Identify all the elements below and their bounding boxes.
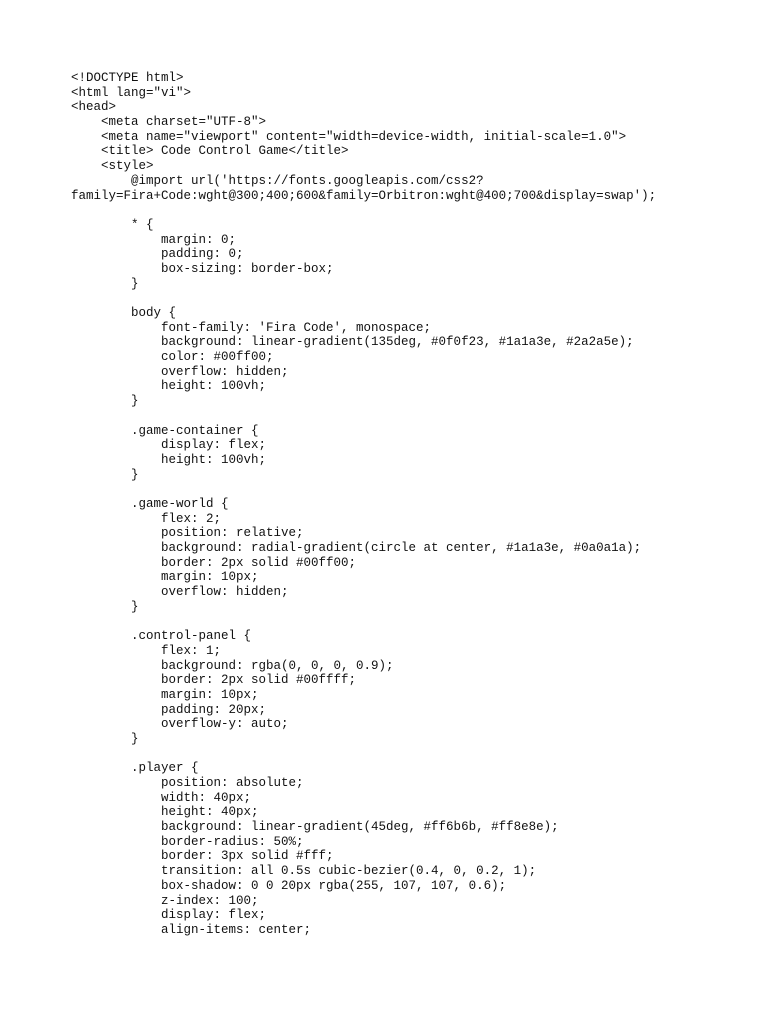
code-line: .control-panel { (71, 629, 252, 644)
code-line: width: 40px; (71, 790, 252, 805)
code-line: } (71, 276, 139, 291)
code-line: height: 100vh; (71, 452, 267, 467)
code-line: display: flex; (71, 438, 267, 453)
code-line: <meta charset="UTF-8"> (71, 115, 267, 130)
code-line (71, 203, 761, 218)
code-line: } (71, 467, 139, 482)
code-line: color: #00ff00; (71, 350, 274, 365)
code-line: flex: 2; (71, 511, 222, 526)
code-line: } (71, 599, 139, 614)
code-line: padding: 20px; (71, 702, 267, 717)
code-line: overflow-y: auto; (71, 717, 289, 732)
code-line: background: linear-gradient(45deg, #ff6b6b, #ff8e8e); (71, 820, 559, 835)
code-line: border: 2px solid #00ff00; (71, 555, 357, 570)
code-line: position: absolute; (71, 776, 304, 790)
code-line: <style> (71, 159, 154, 174)
code-line: background: rgba(0, 0, 0, 0.9); (71, 658, 394, 673)
code-line: <!DOCTYPE html> (71, 71, 184, 85)
code-line: border: 2px solid #00ffff; (71, 673, 357, 688)
code-line (71, 482, 761, 497)
code-line: .game-container { (71, 423, 259, 438)
code-line: height: 100vh; (71, 379, 267, 394)
code-line: <title> Code Control Game</title> (71, 144, 349, 159)
code-line: display: flex; (71, 908, 267, 923)
code-line: overflow: hidden; (71, 364, 289, 379)
code-line (71, 291, 761, 306)
code-line: margin: 10px; (71, 570, 259, 585)
code-line: <meta name="viewport" content="width=device-width, initial-scale=1.0"> (71, 129, 627, 144)
code-line: <head> (71, 100, 117, 115)
code-line: .player { (71, 761, 199, 776)
code-line: border-radius: 50%; (71, 834, 304, 849)
code-line: background: linear-gradient(135deg, #0f0f23, #1a1a3e, #2a2a5e); (71, 335, 634, 350)
code-line: margin: 0; (71, 232, 237, 247)
code-line: } (71, 394, 139, 409)
code-line: body { (71, 306, 177, 320)
code-line: margin: 10px; (71, 687, 259, 702)
code-line: overflow: hidden; (71, 585, 289, 600)
code-line: box-sizing: border-box; (71, 261, 334, 276)
code-line: box-shadow: 0 0 20px rgba(255, 107, 107, 0.6); (71, 878, 507, 893)
code-line: border: 3px solid #fff; (71, 849, 334, 864)
code-line: height: 40px; (71, 805, 259, 820)
code-line (71, 614, 761, 629)
code-text-block (71, 71, 761, 938)
code-line (71, 409, 761, 424)
code-line: flex: 1; (71, 643, 222, 658)
code-line: z-index: 100; (71, 893, 259, 908)
code-line: @import url('https://fonts.googleapis.com/css2? (71, 173, 484, 188)
code-line: } (71, 731, 139, 746)
code-line (71, 747, 761, 762)
code-line: transition: all 0.5s cubic-bezier(0.4, 0, 0.2, 1); (71, 864, 537, 879)
code-line: family=Fira+Code:wght@300;400;600&family=Orbitron:wght@400;700&display=swap'); (71, 188, 657, 203)
code-line: * { (71, 217, 154, 232)
code-line: padding: 0; (71, 247, 244, 262)
code-line: align-items: center; (71, 922, 312, 937)
code-line: position: relative; (71, 526, 304, 541)
code-line: background: radial-gradient(circle at center, #1a1a3e, #0a0a1a); (71, 541, 642, 555)
code-line: <html lang="vi"> (71, 85, 192, 100)
code-line: .game-world { (71, 496, 229, 511)
code-line: font-family: 'Fira Code', monospace; (71, 320, 432, 335)
